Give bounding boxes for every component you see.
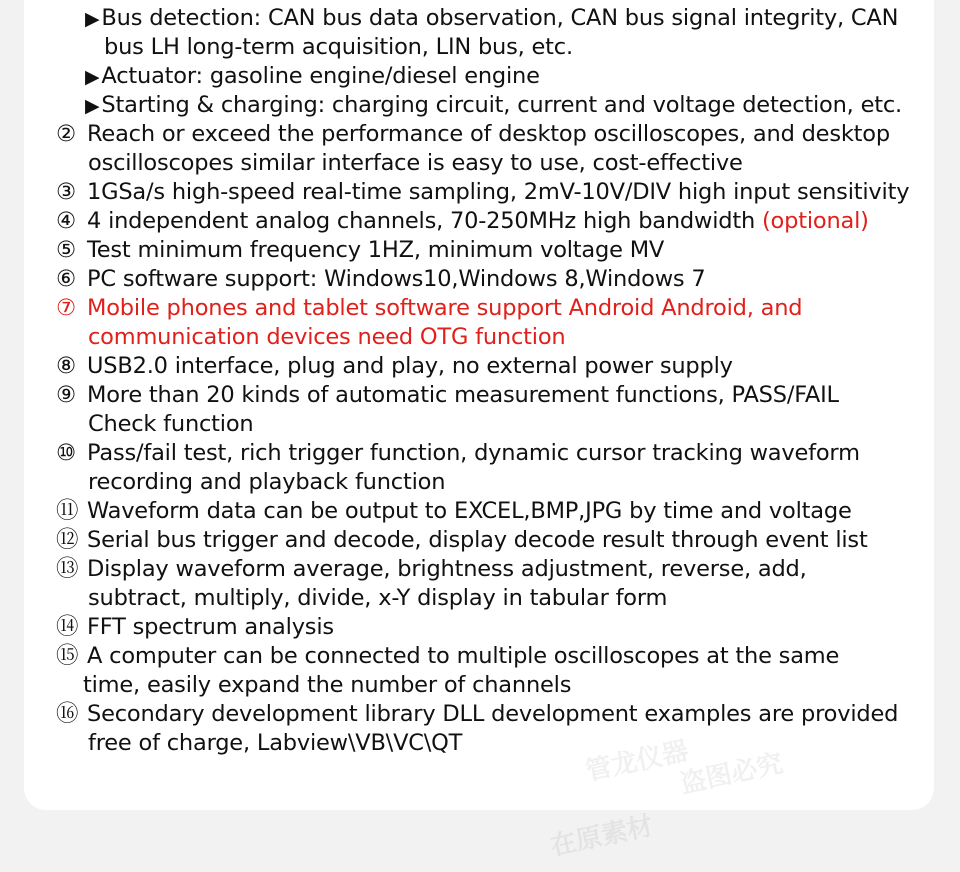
list-item-text: Waveform data can be output to EXCEL,BMP,JPG by time and voltage: [87, 498, 852, 524]
list-item-text: PC software support: Windows10,Windows 8,Windows 7: [87, 266, 706, 292]
item-number: ⑬: [56, 556, 79, 582]
optional-note: (optional): [761, 208, 869, 234]
list-item-text: recording and playback function: [88, 469, 446, 495]
list-item: [56, 207, 869, 236]
list-item-text: oscilloscopes similar interface is easy to use, cost-effective: [88, 150, 743, 176]
item-number: ⑭: [56, 614, 79, 640]
item-number: ⑤: [56, 237, 76, 263]
list-item: [56, 178, 909, 207]
list-item-text: free of charge, Labview\VB\VC\QT: [88, 730, 463, 756]
list-item: [88, 468, 445, 497]
item-number: ⑦: [56, 295, 76, 321]
list-item: [56, 642, 839, 671]
list-item-text: USB2.0 interface, plug and play, no external power supply: [87, 353, 733, 379]
list-item: [85, 91, 902, 121]
item-number: ⑥: [56, 266, 76, 292]
list-item: [56, 352, 733, 381]
item-number: ③: [56, 179, 76, 205]
list-item-text: Bus detection: CAN bus data observation, CAN bus signal integrity, CAN: [101, 5, 899, 31]
list-item-text: Mobile phones and tablet software support Android Android, and: [87, 295, 803, 321]
item-number: ⑩: [56, 440, 76, 466]
list-item: [56, 265, 706, 294]
list-item-text: time, easily expand the number of channels: [83, 672, 572, 698]
list-item: [104, 33, 573, 62]
list-item-text: Reach or exceed the performance of desktop oscilloscopes, and desktop: [87, 121, 890, 147]
list-item-text: A computer can be connected to multiple oscilloscopes at the same: [87, 643, 840, 669]
list-item: [85, 4, 898, 34]
list-item: [56, 439, 860, 468]
item-number: ⑮: [56, 643, 79, 669]
list-item-text: Actuator: gasoline engine/diesel engine: [101, 63, 540, 89]
list-item: [88, 584, 667, 613]
list-item-text: communication devices need OTG function: [88, 324, 566, 350]
bullet-triangle-icon: ▶: [85, 95, 100, 117]
list-item: [56, 294, 802, 323]
watermark-text-3: 在原素材: [547, 811, 656, 863]
list-item-text: Check function: [88, 411, 254, 437]
item-number: ⑫: [56, 527, 79, 553]
item-number: ④: [56, 208, 76, 234]
list-item-text: Test minimum frequency 1HZ, minimum voltage MV: [87, 237, 665, 263]
list-item-text: bus LH long-term acquisition, LIN bus, etc.: [104, 34, 573, 60]
list-item: [56, 613, 334, 642]
list-item: [83, 671, 571, 700]
list-item-text: Serial bus trigger and decode, display decode result through event list: [87, 527, 868, 553]
list-item-text: FFT spectrum analysis: [87, 614, 334, 640]
list-item: [88, 729, 462, 758]
list-item-text: Secondary development library DLL development examples are provided: [87, 701, 899, 727]
list-item-text: Pass/fail test, rich trigger function, dynamic cursor tracking waveform: [87, 440, 860, 466]
list-item: [56, 700, 898, 729]
list-item-text: subtract, multiply, divide, x-Y display in tabular form: [88, 585, 668, 611]
list-item: [56, 555, 807, 584]
item-number: ②: [56, 121, 76, 147]
list-item: [56, 497, 852, 526]
list-item: [85, 62, 540, 92]
list-item-text: Display waveform average, brightness adjustment, reverse, add,: [87, 556, 807, 582]
list-item-text: 4 independent analog channels, 70-250MHz high bandwidth: [87, 208, 762, 234]
bullet-triangle-icon: ▶: [85, 8, 100, 30]
list-item: [56, 236, 664, 265]
bullet-triangle-icon: ▶: [85, 66, 100, 88]
list-item: [56, 120, 890, 149]
item-number: ⑧: [56, 353, 76, 379]
list-item: [56, 381, 839, 410]
list-item: [88, 323, 565, 352]
list-item: [88, 149, 743, 178]
list-item-text: Starting & charging: charging circuit, current and voltage detection, etc.: [101, 92, 902, 118]
list-item-text: More than 20 kinds of automatic measurement functions, PASS/FAIL: [87, 382, 839, 408]
item-number: ⑯: [56, 701, 79, 727]
list-item: [88, 410, 253, 439]
item-number: ⑨: [56, 382, 76, 408]
list-item-text: 1GSa/s high-speed real-time sampling, 2mV-10V/DIV high input sensitivity: [87, 179, 910, 205]
list-item: [56, 526, 868, 555]
item-number: ⑪: [56, 498, 79, 524]
